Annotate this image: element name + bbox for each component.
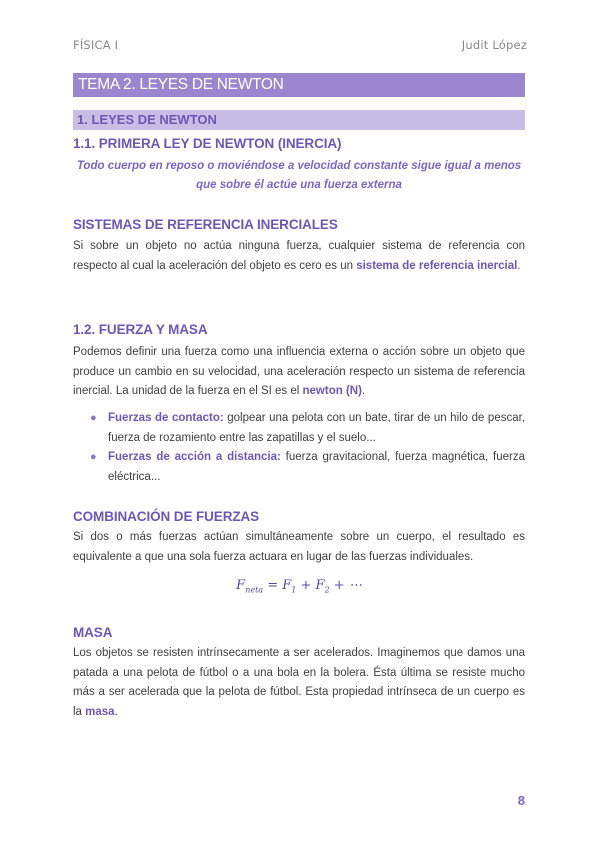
formula-sub-2: 2 [324,585,330,595]
bullet-label: Fuerzas de acción a distancia: [108,451,281,463]
bullet-label: Fuerzas de contacto: [108,412,224,424]
formula-equals: = [263,578,283,593]
inertial-end: . [517,259,521,272]
formula-plus-1: + [296,578,316,593]
inertial-title: SISTEMAS DE REFERENCIA INERCIALES [73,217,338,232]
section-title: 1. LEYES DE NEWTON [73,110,525,130]
force-text: Podemos definir una fuerza como una influencia externa o acción sobre un objeto que produce un cambio en su velocidad, una aceleración respecto un sistema de referencia inercial. La unidad de la fuerza en el SI es el [73,346,525,397]
mass-text: Los objetos se resisten intrínsecamente a ser acelerados. Imaginemos que damos una patada a una pelota de fútbol o a una bola en la bolera. Ésta última se resiste mucho más a ser acelerada que la pelota de fútbol. Esta propiedad intrínseca de un cuerpo es la [73,647,525,718]
quote-line-2: que sobre él actúe una fuerza externa [196,179,402,191]
formula-plus-2: + ⋯ [329,578,362,593]
mass-paragraph [73,644,525,722]
formula-f1: F [282,578,292,593]
bullet-text: fuerza gravitacional, fuerza magnética, fuerza eléctrica... [108,451,526,483]
formula-f: F [236,578,246,593]
mass-title: MASA [73,625,113,640]
chapter-title: TEMA 2. LEYES DE NEWTON [73,73,525,97]
subsection-2-title: 1.2. FUERZA Y MASA [73,322,208,337]
bullet-icon: ● [90,412,97,424]
header-author: Judit López [461,38,527,52]
net-force-formula [73,578,525,595]
force-end: . [361,385,366,397]
combination-title: COMBINACIÓN DE FUERZAS [73,509,260,524]
formula-sub-1: 1 [291,585,297,595]
mass-highlight: masa [85,705,115,718]
combination-paragraph: Si dos o más fuerzas actúan simultáneamente sobre un cuerpo, el resultado es equivalente a que una sola fuerza actuara en lugar de las fuerzas individuales. [73,531,525,563]
force-types-list [90,409,525,487]
inertial-highlight: sistema de referencia inercial [356,259,518,272]
newton-first-law-quote [73,157,525,195]
formula-f2: F [315,578,325,593]
header-subject: FÍSICA I [73,38,119,52]
quote-line-1: Todo cuerpo en reposo o moviéndose a velocidad constante sigue igual a menos [76,160,522,172]
inertial-paragraph [73,237,525,276]
list-item [90,409,525,448]
bullet-icon: ● [90,451,97,463]
force-unit-highlight: newton (N) [302,385,362,397]
formula-sub-neta: neta [245,585,264,595]
force-paragraph [73,343,525,402]
page-number: 8 [517,793,525,808]
bullet-text: golpear una pelota con un bate, tirar de un hilo de pescar, fuerza de rozamiento entre las zapatillas y el suelo... [108,412,526,444]
inertial-text: Si sobre un objeto no actúa ninguna fuerza, cualquier sistema de referencia con respecto al cual la aceleración del objeto es cero es un [73,240,525,272]
list-item [90,448,525,487]
subsection-1-title: 1.1. PRIMERA LEY DE NEWTON (INERCIA) [73,136,342,151]
mass-end: . [114,705,118,718]
